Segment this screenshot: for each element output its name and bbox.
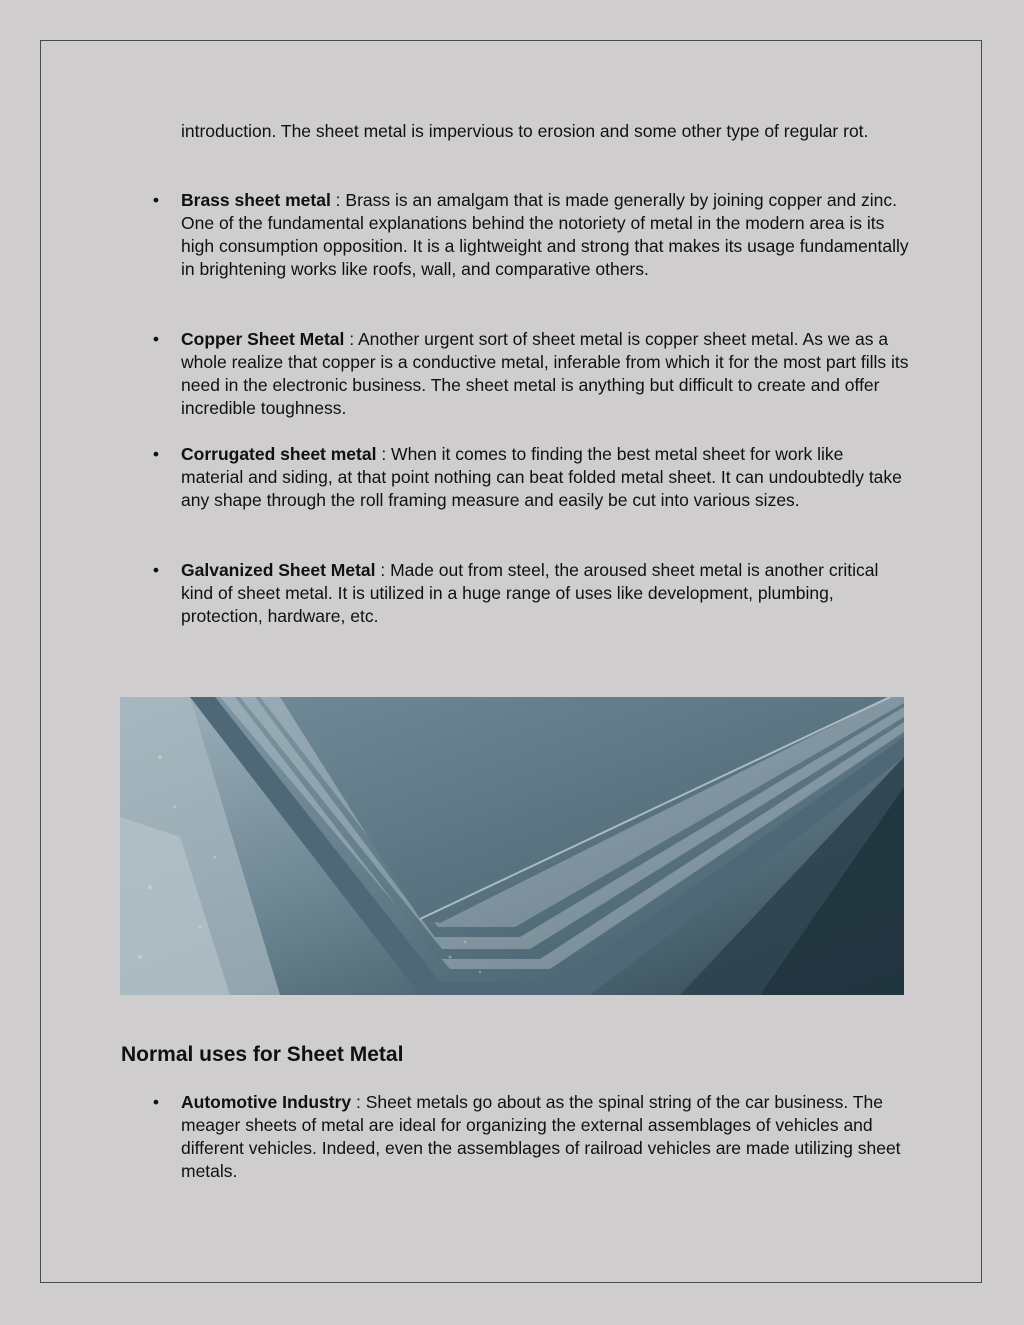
- list-item-term: Automotive Industry: [181, 1092, 352, 1112]
- list-item: [152, 328, 909, 420]
- list-item-text: : Brass is an amalgam that is made generally by joining copper and zinc. One of the fundamental explanations behind the notoriety of metal in the modern area is its high consumption opposition. It is a lightweight and strong that makes its usage fundamentally in brightening works like roofs, wall, and comparative others.: [181, 190, 909, 279]
- list-item-term: Galvanized Sheet Metal: [181, 560, 376, 580]
- bullet-icon: •: [152, 329, 160, 349]
- list-item: [152, 559, 909, 628]
- list-item-term: Brass sheet metal: [181, 190, 331, 210]
- list-item-text: : When it comes to finding the best metal sheet for work like material and siding, at that point nothing can beat folded metal sheet. It can undoubtedly take any shape through the roll framing measure and easily be cut into various sizes.: [181, 444, 902, 510]
- list-item-text: : Sheet metals go about as the spinal string of the car business. The meager sheets of metal are ideal for organizing the external assemblages of vehicles and different vehicles. Indeed, even the assemblages of railroad vehicles are made utilizing sheet metals.: [181, 1092, 901, 1181]
- sheet-metal-photo: [120, 697, 904, 995]
- stacked-metal-sheets-image: [120, 697, 904, 995]
- list-item: [152, 443, 909, 512]
- bullet-icon: •: [152, 190, 160, 210]
- bullet-icon: •: [152, 1092, 160, 1112]
- list-item-term: Corrugated sheet metal: [181, 444, 377, 464]
- list-item-term: Copper Sheet Metal: [181, 329, 345, 349]
- list-item-text: : Made out from steel, the aroused sheet metal is another critical kind of sheet metal. It is utilized in a huge range of uses like development, plumbing, protection, hardware, etc.: [181, 560, 879, 626]
- section-heading: Normal uses for Sheet Metal: [121, 1043, 404, 1066]
- list-item: [152, 1091, 909, 1183]
- list-item-text: : Another urgent sort of sheet metal is copper sheet metal. As we as a whole realize that copper is a conductive metal, inferable from which it for the most part fills its need in the electronic business. The sheet metal is anything but difficult to create and offer incredible toughness.: [181, 329, 909, 418]
- bullet-icon: •: [152, 560, 160, 580]
- continued-paragraph: introduction. The sheet metal is impervious to erosion and some other type of regular rot.: [181, 121, 869, 141]
- bullet-icon: •: [152, 444, 160, 464]
- list-item: [152, 189, 909, 281]
